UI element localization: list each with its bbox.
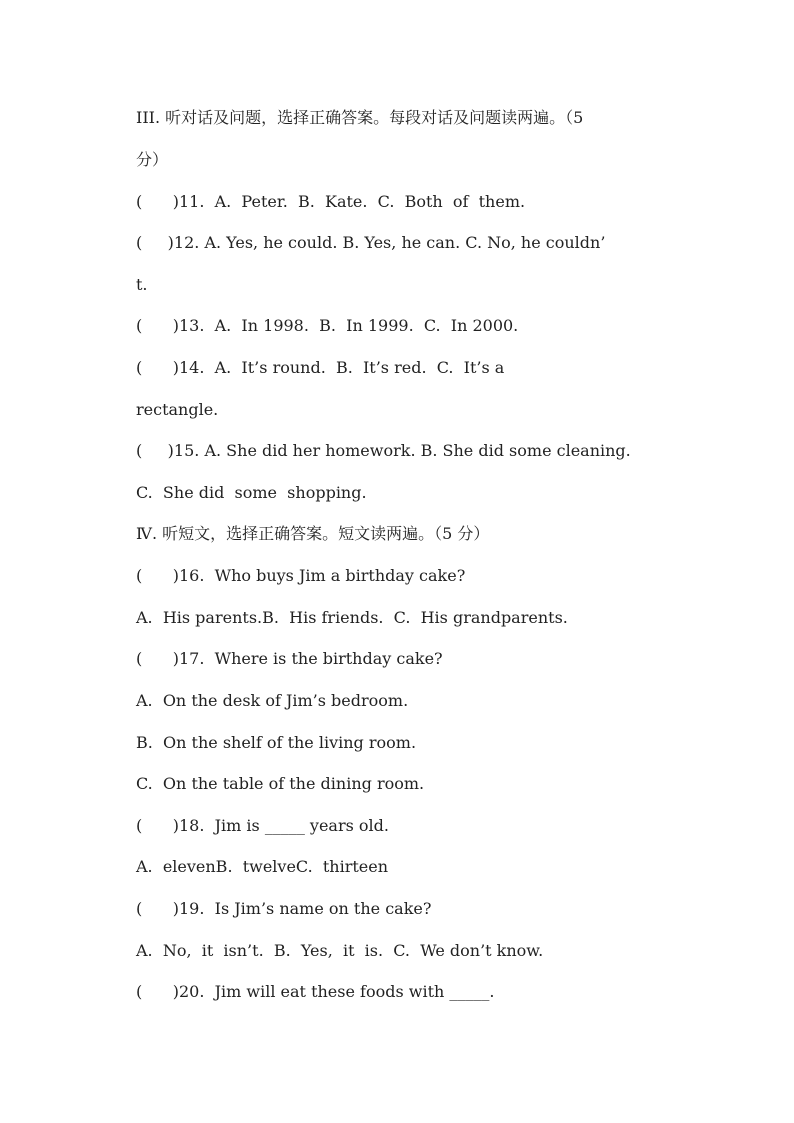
question-12: ( )12. A. Yes, he could. B. Yes, he can. C. No, he couldn’ [136,233,606,252]
question-15: ( )15. A. She did her homework. B. She did some cleaning. [136,441,631,460]
question-17: ( )17. Where is the birthday cake? [136,649,443,668]
question-17-option-a: A. On the desk of Jim’s bedroom. [136,691,409,710]
question-13: ( )13. A. In 1998. B. In 1999. C. In 2000. [136,316,519,335]
question-16-options: A. His parents.B. His friends. C. His grandparents. [136,608,568,627]
question-14-continued: rectangle. [136,400,219,419]
question-16: ( )16. Who buys Jim a birthday cake? [136,566,466,585]
question-17-option-c: C. On the table of the dining room. [136,774,425,793]
question-19-options: A. No, it isn’t. B. Yes, it is. C. We don’t know. [136,941,544,960]
question-17-option-b: B. On the shelf of the living room. [136,733,417,752]
question-15-continued: C. She did some shopping. [136,483,367,502]
question-12-continued: t. [136,275,148,294]
section4-heading: Ⅳ. 听短文，选择正确答案。短文读两遍。（5 分） [136,524,490,543]
section3-heading: III. 听对话及问题，选择正确答案。每段对话及问题读两遍。（5 [136,108,584,127]
question-18: ( )18. Jim is _____ years old. [136,816,389,835]
question-14: ( )14. A. It’s round. B. It’s red. C. It’s a [136,358,505,377]
question-18-options: A. elevenB. twelveC. thirteen [136,857,389,876]
question-11: ( )11. A. Peter. B. Kate. C. Both of them. [136,192,526,211]
question-20: ( )20. Jim will eat these foods with _____. [136,982,495,1001]
question-19: ( )19. Is Jim’s name on the cake? [136,899,432,918]
section3-heading-continued: 分） [136,150,169,169]
